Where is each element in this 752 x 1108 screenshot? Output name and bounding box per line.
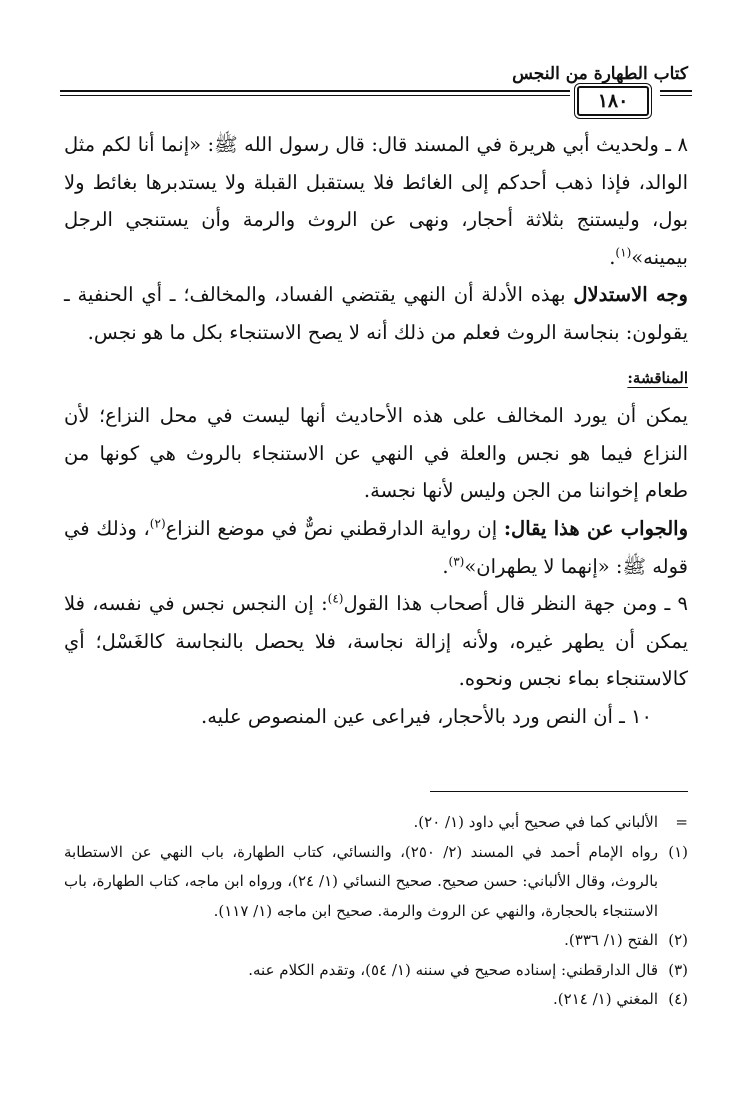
footnote-marker: = [675,813,688,831]
inference-text: بهذه الأدلة أن النهي يقتضي الفساد، والمخالف؛ ـ أي الحنفية ـ يقولون: بنجاسة الروث فعلم من ذلك أنه لا يصح الاستنجاء بكل ما هو نجس. [64,283,688,344]
book-title: كتاب الطهارة من النجس [512,64,688,84]
argument-9-text-b: : إن النجس نجس في نفسه، فلا يمكن أن يطهر غيره، ولأنه إزالة نجاسة، فلا يحصل بالنجاسة كالغَسْل؛ أي كالاستنجاء بماء نجس ونحوه. [64,592,688,691]
header-rule-right-top [660,90,692,92]
paragraph-inference [64,276,688,351]
discussion-heading: المناقشة: [627,368,688,387]
footnote-text: قال الدارقطني: إسناده صحيح في سننه (١/ ٥٤)، وتقدم الكلام عنه. [248,960,658,979]
paragraph-objection [64,397,688,510]
header-rule-right-bottom [660,95,692,96]
punctuation: . [442,554,449,578]
footnote-ref-2[interactable]: (٢) [149,516,166,531]
footnote-ref-1[interactable]: (١) [615,245,632,260]
answer-text-b: ، وذلك في قوله ﷺ: «إنهما لا يطهران» [64,516,688,578]
answer-text-a: إن رواية الدارقطني نصٌّ في موضع النزاع [165,516,504,540]
page-header [60,64,692,116]
main-text [64,126,688,736]
footnote-marker: (٣) [668,960,688,979]
punctuation: . [609,245,616,269]
footnote-4 [64,985,688,1015]
header-rule-left-top [60,90,570,92]
argument-9-text-a: ٩ ـ ومن جهة النظر قال أصحاب هذا القول [343,592,688,616]
footnote-1 [64,838,688,927]
footnote-text: الفتح (١/ ٣٣٦). [564,931,658,949]
paragraph-argument-10 [64,698,688,736]
objection-text: يمكن أن يورد المخالف على هذه الأحاديث أنها ليست في محل النزاع؛ لأن النزاع فيما هو نجس والعلة في النهي عن الاستنجاء بالروث هي كونها من طعام إخواننا من الجن وليس لأنها نجسة. [64,404,688,503]
footnote-marker: (٤) [668,990,688,1008]
footnotes [64,808,688,1015]
answer-heading: والجواب عن هذا يقال: [503,516,689,540]
footnote-text: الألباني كما في صحيح أبي داود (١/ ٢٠). [413,813,658,831]
footnote-ref-3[interactable]: (٣) [448,554,465,569]
paragraph-hadith-8 [64,126,688,276]
footnote-text: رواه الإمام أحمد في المسند (٢/ ٢٥٠)، والنسائي، كتاب الطهارة، باب النهي عن الاستطابة بالروث، وقال الألباني: حسن صحيح. صحيح النسائي (١/ ٢٤)، ورواه ابن ماجه، كتاب الطهارة، باب الاستنجاء بالحجارة، والنهي عن الروث والرمة. صحيح ابن ماجه (١/ ١١٧). [64,842,658,920]
argument-10-text: ١٠ ـ أن النص ورد بالأحجار، فيراعى عين المنصوص عليه. [201,704,652,728]
paragraph-answer [64,510,688,585]
hadith-text: ٨ ـ ولحديث أبي هريرة في المسند قال: قال رسول الله ﷺ: «إنما أنا لكم مثل الوالد، فإذا ذهب أحدكم إلى الغائط فلا يستقبل القبلة ولا يستدبرها بغائط ولا بول، وليستنج بثلاثة أحجار، ونهى عن الروث والرمة وأن يستنجي الرجل بيمينه» [64,133,688,269]
footnote-3 [64,956,688,986]
inference-heading: وجه الاستدلال [573,283,688,307]
footnote-continuation [64,808,688,838]
footnote-2 [64,926,688,956]
footnote-text: المغني (١/ ٢١٤). [553,990,658,1008]
page-number: ١٨٠ [577,86,649,116]
footnote-separator [430,791,688,792]
paragraph-argument-9 [64,585,688,698]
footnote-marker: (٢) [668,931,688,949]
header-rule-left-bottom [60,95,570,96]
footnote-marker: (١) [668,842,688,861]
footnote-ref-4[interactable]: (٤) [327,591,344,606]
